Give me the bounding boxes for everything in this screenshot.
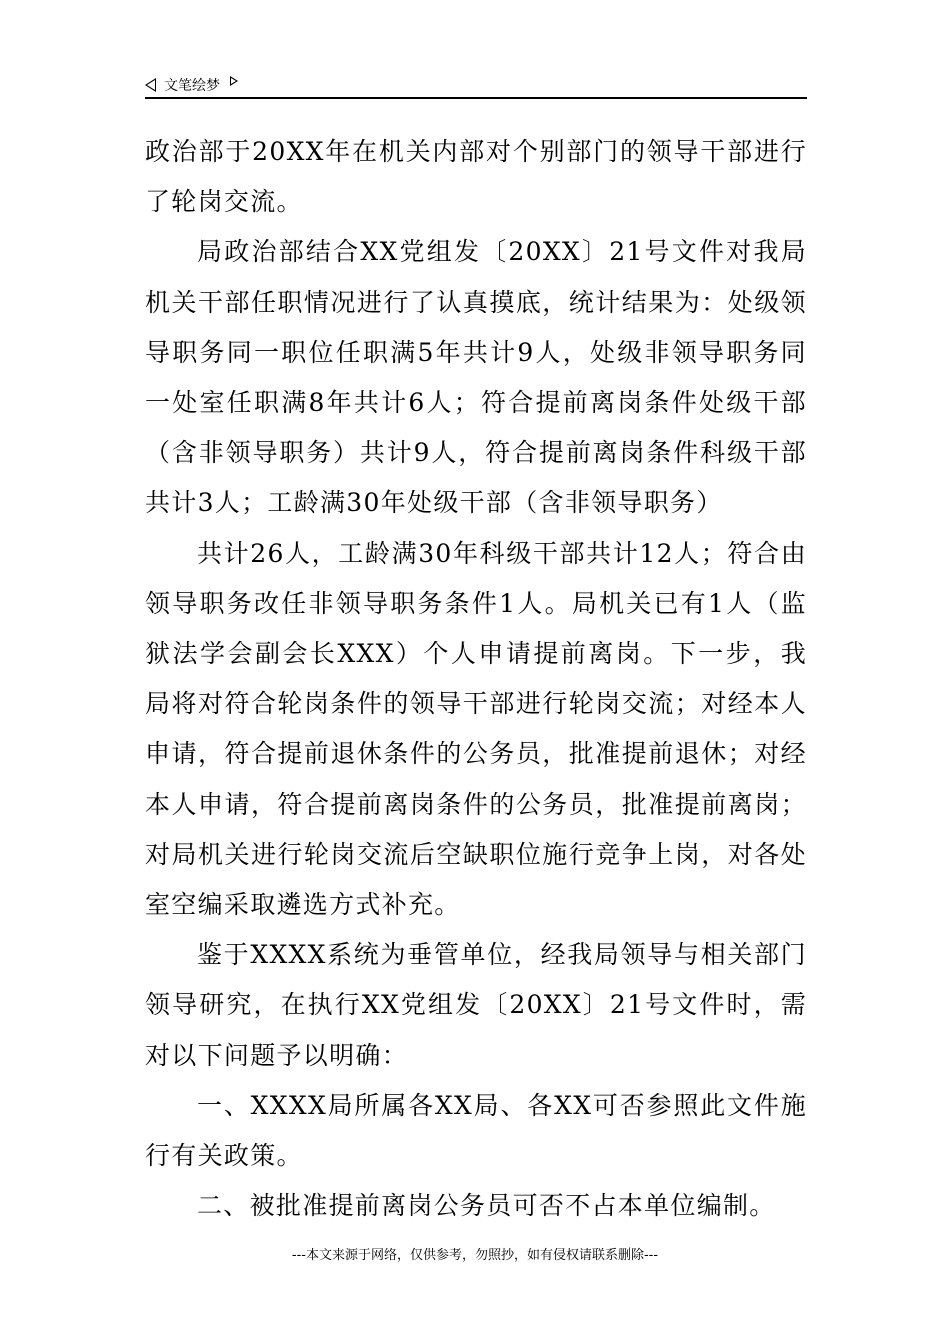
paragraph-4: 鉴于XXXX系统为垂管单位，经我局领导与相关部门领导研究，在执行XX党组发〔20XX〕21号文件时，需对以下问题予以明确：	[145, 940, 807, 1070]
triangle-right-icon	[230, 76, 238, 86]
document-body	[145, 127, 807, 1231]
paragraph-3: 共计26人，工龄满30年科级干部共计12人；符合由领导职务改任非领导职务条件1人。局机关已有1人（监狱法学会副会长XXX）个人申请提前离岗。下一步，我局将对符合轮岗条件的领导干部进行轮岗交流；对经本人申请，符合提前退休条件的公务员，批准提前退休；对经本人申请，符合提前离岗条件的公务员，批准提前离岗；对局机关进行轮岗交流后空缺职位施行竞争上岗，对各处室空编采取遴选方式补充。	[145, 538, 807, 920]
header-title: 文笔绘梦	[164, 78, 220, 94]
page-footer-disclaimer: ---本文来源于网络，仅供参考，勿照抄，如有侵权请联系删除---	[291, 1248, 659, 1263]
paragraph-5: 一、XXXX局所属各XX局、各XX可否参照此文件施行有关政策。	[145, 1090, 807, 1171]
triangle-left-icon	[145, 78, 156, 92]
page-header	[145, 74, 807, 96]
paragraph-6: 二、被批准提前离岗公务员可否不占本单位编制。	[197, 1191, 776, 1221]
header-divider	[145, 97, 807, 99]
paragraph-2: 局政治部结合XX党组发〔20XX〕21号文件对我局机关干部任职情况进行了认真摸底，统计结果为：处级领导职务同一职位任职满5年共计9人，处级非领导职务同一处室任职满8年共计6人；符合提前离岗条件处级干部（含非领导职务）共计9人，符合提前离岗条件科级干部共计3人；工龄满30年处级干部（含非领导职务）	[145, 237, 807, 518]
paragraph-1: 政治部于20XX年在机关内部对个别部门的领导干部进行了轮岗交流。	[145, 137, 807, 217]
